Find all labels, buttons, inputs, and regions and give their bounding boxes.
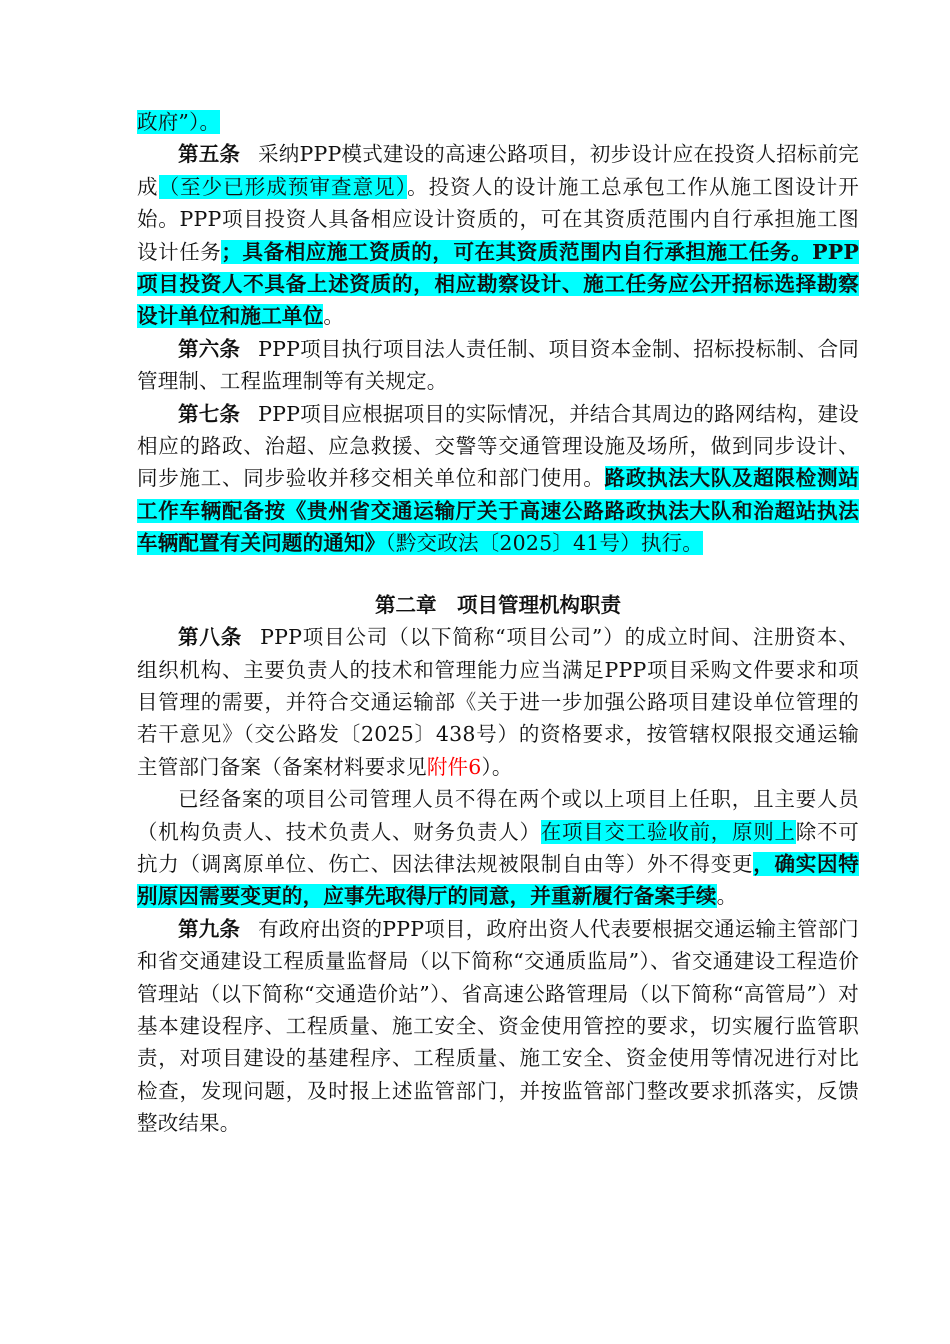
- highlight-text: （至少已形成预审查意见）: [158, 174, 408, 199]
- article-label: 第六条: [178, 336, 241, 361]
- article-8: [137, 621, 859, 783]
- article-7: [137, 398, 859, 560]
- article-text: 。投资人的设计施工总承包工作从施工图设计开始。PPP项目投资人具备相应设计资质的，可在其资质范围内自行承担施工图设计任务: [137, 174, 859, 264]
- highlight-text: ，确实因特别原因需要变更的，应事先取得厅的同意，并重新履行备案手续: [137, 851, 859, 909]
- article-8-paragraph-2: [137, 783, 859, 913]
- article-5: [137, 138, 859, 332]
- article-text: PPP项目应根据项目的实际情况，并结合其周边的路网结构，建设相应的路政、治超、应急救援、交警等交通管理设施及场所，做到同步设计、同步施工、同步验收并移交相关单位和部门使用。: [137, 401, 859, 491]
- article-label: 第七条: [178, 401, 241, 426]
- highlight-text: ；具备相应施工资质的，可在其资质范围内自行承担施工任务。PPP项目投资人不具备上述资质的，相应勘察设计、施工任务应公开招标选择勘察设计单位和施工单位: [137, 239, 859, 329]
- article-text: PPP项目执行项目法人责任制、项目资本金制、招标投标制、合同管理制、工程监理制等有关规定。: [137, 336, 859, 394]
- highlight-text: 在项目交工验收前，原则上: [540, 819, 796, 844]
- article-text: 有政府出资的PPP项目，政府出资人代表要根据交通运输主管部门和省交通建设工程质量监督局（以下简称“交通质监局”）、省交通建设工程造价管理站（以下简称“交通造价站”）、省高速公路管理局（以下简称“高管局”）对基本建设程序、工程质量、施工安全、资金使用管控的要求，切实履行监管职责，对项目建设的基建程序、工程质量、施工安全、资金使用等情况进行对比检查，发现问题，及时报上述监管部门，并按监管部门整改要求抓落实，反馈整改结果。: [137, 916, 859, 1136]
- highlight-text: 路政执法大队及超限检测站工作车辆配备按《贵州省交通运输厅关于高速公路路政执法大队和治超站执法车辆配置有关问题的通知》: [137, 466, 859, 556]
- attachment-reference: 附件6: [426, 754, 482, 779]
- article-text: 。: [323, 304, 345, 329]
- article-text: 已经备案的项目公司管理人员不得在两个或以上项目上任职，且主要人员（机构负责人、技术负责人、财务负责人）: [137, 787, 859, 844]
- article-text: 采纳PPP模式建设的高速公路项目，初步设计应在投资人招标前完成: [137, 142, 859, 199]
- chapter-title: 第二章 项目管理机构职责: [375, 592, 621, 617]
- article-9: [137, 913, 859, 1140]
- paragraph-continuation: [137, 106, 859, 138]
- highlight-text: （黔交政法〔2025〕41号）执行。: [385, 531, 704, 556]
- article-text: ）。: [481, 754, 513, 779]
- article-label: 第五条: [178, 142, 241, 167]
- article-6: [137, 333, 859, 398]
- highlight-text: 政府”）。: [137, 110, 221, 134]
- article-text: 除不可抗力（调离原单位、伤亡、因法律法规被限制自由等）外不得变更: [137, 819, 859, 876]
- article-label: 第九条: [178, 916, 241, 941]
- article-label: 第八条: [178, 625, 243, 650]
- article-text: PPP项目公司（以下简称“项目公司”）的成立时间、注册资本、组织机构、主要负责人的技术和管理能力应当满足PPP项目采购文件要求和项目管理的需要，并符合交通运输部《关于进一步加强公路项目建设单位管理的若干意见》（交公路发〔2025〕438号）的资格要求，按管辖权限报交通运输主管部门备案（备案材料要求见: [137, 625, 859, 779]
- article-text: 。: [716, 884, 738, 909]
